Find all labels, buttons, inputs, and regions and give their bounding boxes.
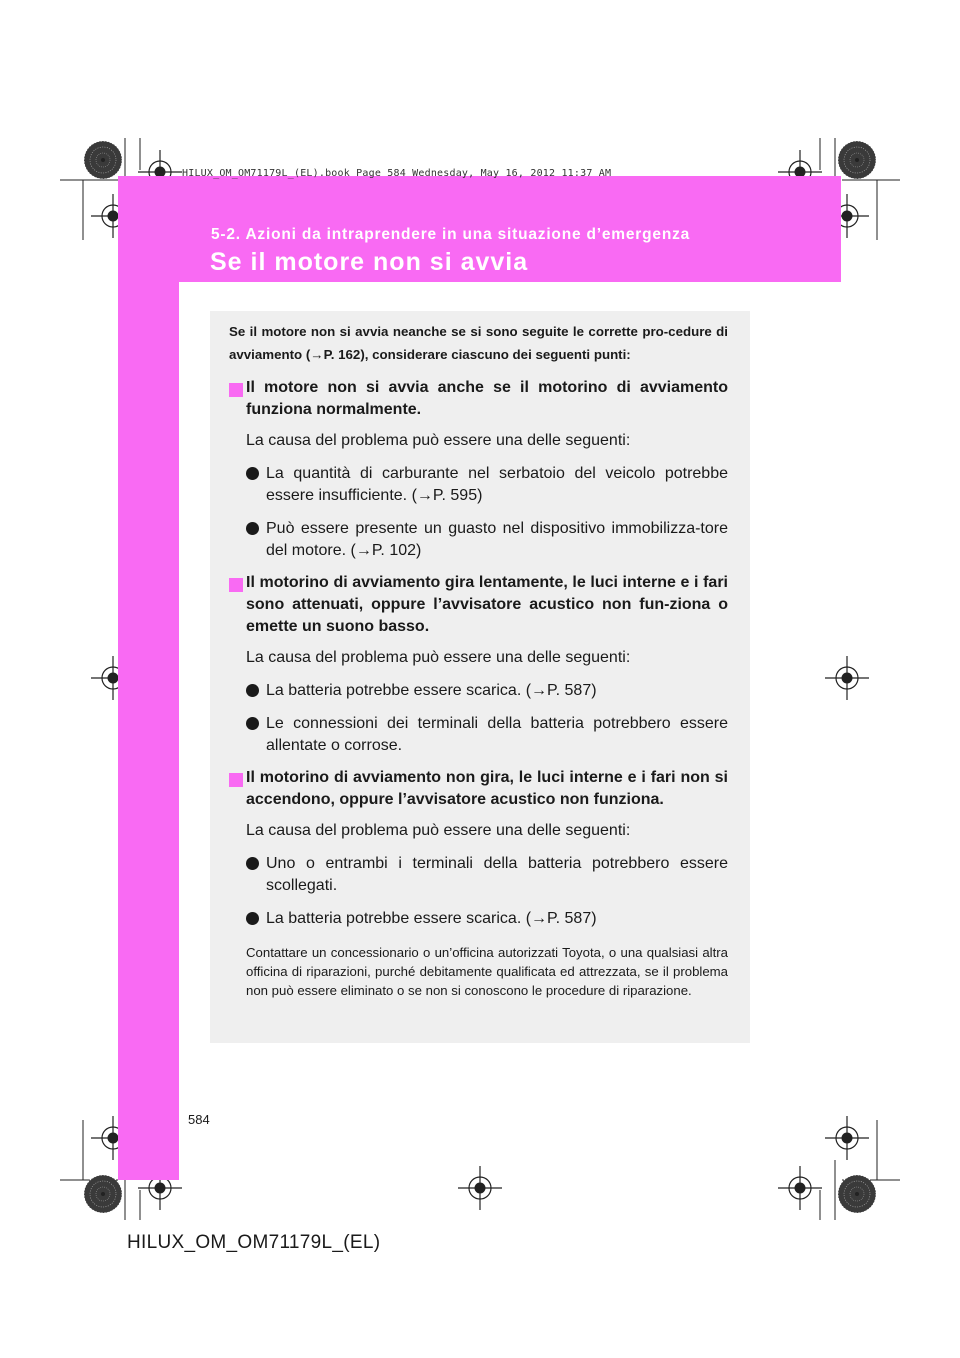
content-inner	[229, 320, 728, 1000]
bullet-dot-icon	[246, 467, 259, 480]
list-item	[246, 680, 728, 702]
list-item	[246, 463, 728, 507]
square-bullet-icon	[229, 578, 243, 592]
content-box	[210, 311, 750, 1043]
section-1-title: Il motore non si avvia anche se il motorino di avviamento funziona normalmente.	[246, 379, 728, 418]
list-item	[246, 853, 728, 897]
list-item-text: Le connessioni dei terminali della batteria potrebbero essere allentate o corrose.	[266, 715, 728, 754]
section-3	[229, 767, 728, 1000]
side-band	[118, 282, 179, 1180]
book-info-line: HILUX_OM_OM71179L_(EL).book Page 584 Wednesday, May 16, 2012 11:37 AM	[182, 168, 612, 179]
list-item-text: Può essere presente un guasto nel dispositivo immobilizza-tore del motore. (→P. 102)	[266, 520, 728, 559]
intro-text: Se il motore non si avvia neanche se si sono seguite le corrette pro-cedure di avviamento (→P. 162), considerare ciascuno dei seguenti punti:	[229, 324, 728, 362]
document-code: HILUX_OM_OM71179L_(EL)	[127, 1232, 381, 1253]
page-number: 584	[188, 1112, 210, 1127]
section-2-cause: La causa del problema può essere una delle seguenti:	[246, 649, 631, 666]
section-2	[229, 572, 728, 757]
section-2-title: Il motorino di avviamento gira lentamente, le luci interne e i fari sono attenuati, oppure l’avvisatore acustico non fun-ziona o emette un suono basso.	[246, 574, 728, 635]
square-bullet-icon	[229, 773, 243, 787]
list-item-text: La batteria potrebbe essere scarica. (→P. 587)	[266, 682, 597, 699]
section-3-cause: La causa del problema può essere una delle seguenti:	[246, 822, 631, 839]
list-item	[246, 518, 728, 562]
list-item-text: Uno o entrambi i terminali della batteria potrebbero essere scollegati.	[266, 855, 728, 894]
list-item-text: La quantità di carburante nel serbatoio del veicolo potrebbe essere insufficiente. (→P. 595)	[266, 465, 728, 504]
bullet-dot-icon	[246, 684, 259, 697]
section-3-note: Contattare un concessionario o un’officina autorizzati Toyota, o una qualsiasi altra officina di riparazioni, purché debitamente qualificata ed attrezzata, se il problema non può essere eliminato o se non si conoscono le procedure di riparazione.	[246, 945, 728, 998]
list-item	[246, 908, 728, 930]
bullet-dot-icon	[246, 522, 259, 535]
square-bullet-icon	[229, 383, 243, 397]
page-title: Se il motore non si avvia	[210, 248, 529, 276]
section-1-cause: La causa del problema può essere una delle seguenti:	[246, 432, 631, 449]
bullet-dot-icon	[246, 857, 259, 870]
section-1	[229, 377, 728, 562]
list-item-text: La batteria potrebbe essere scarica. (→P. 587)	[266, 910, 597, 927]
list-item	[246, 713, 728, 757]
bullet-dot-icon	[246, 912, 259, 925]
bullet-dot-icon	[246, 717, 259, 730]
section-label: 5-2. Azioni da intraprendere in una situazione d’emergenza	[211, 226, 691, 243]
section-3-title: Il motorino di avviamento non gira, le luci interne e i fari non si accendono, oppure l’avvisatore acustico non funziona.	[246, 769, 728, 808]
